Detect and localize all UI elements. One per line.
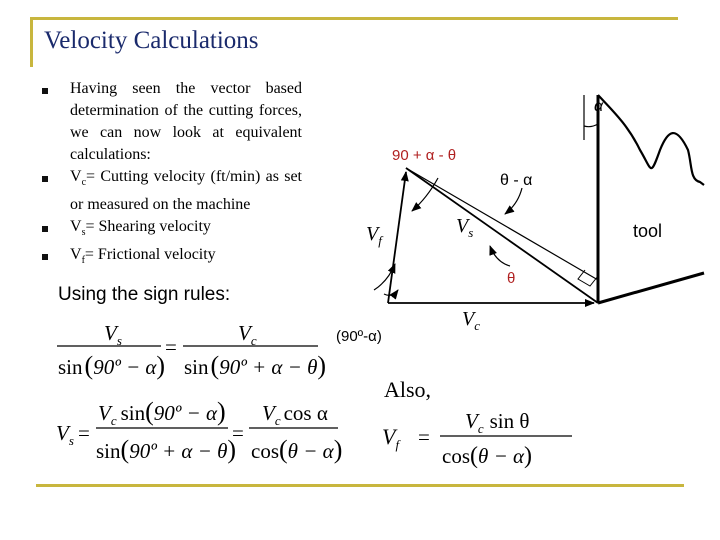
pointer-arrow-theta xyxy=(490,246,510,266)
slide-title: Velocity Calculations xyxy=(44,27,259,54)
vf-vector xyxy=(388,172,406,303)
symbol-vc: $V_c$ xyxy=(70,168,87,189)
eq1-den-right: sin(90º + α − θ) xyxy=(184,351,327,380)
sign-rules-label: Using the sign rules: xyxy=(58,284,231,305)
chip-outline xyxy=(598,95,704,185)
theta-label: θ xyxy=(507,270,516,287)
eq2-equals-2: = xyxy=(232,421,244,445)
symbol-vf: $V_f$ xyxy=(70,246,85,267)
pointer-arrow-bottom-2 xyxy=(384,290,398,295)
symbol-vs: $V_s$ xyxy=(70,218,86,239)
eq2-num-left: $V_c$ sin(90º − α) xyxy=(98,397,226,428)
bullet-text: = Frictional velocity xyxy=(84,246,216,264)
eq1-den-left: sin(90º − α) xyxy=(58,351,166,380)
also-label: Also, xyxy=(384,377,432,402)
vc-label: $V_c$ xyxy=(462,308,480,333)
tool-label: tool xyxy=(633,221,663,241)
alpha-arc xyxy=(584,124,598,127)
bullet-text: Having seen the vector based determination of the cutting forces, we can now look at equivalent calculations: xyxy=(70,80,302,163)
eq3-den: cos(θ − α) xyxy=(442,443,533,469)
equation-1 xyxy=(57,321,326,380)
equation-3 xyxy=(382,409,572,469)
eq3-lhs: $V_f$ xyxy=(382,424,400,452)
angle-label-theta-minus-alpha: θ - α xyxy=(500,172,533,189)
eq3-equals: = xyxy=(418,425,430,449)
angle-label-90-plus-alpha-minus-theta: 90 + α - θ xyxy=(392,147,457,164)
eq2-den-left: sin(90º + α − θ) xyxy=(96,435,237,464)
pointer-arrow-top-right xyxy=(505,188,522,214)
bullet-text: = Shearing velocity xyxy=(85,218,211,236)
alpha-label: α xyxy=(594,98,604,115)
bottom-angle-label: (90º-α) xyxy=(336,328,382,345)
tool-edge xyxy=(598,273,704,303)
equation-2 xyxy=(56,397,342,464)
eq2-den-right: cos(θ − α) xyxy=(251,435,343,464)
bullet-text: = Cutting velocity (ft/min) as set or measured on the machine xyxy=(70,168,302,214)
vs-label: $V_s$ xyxy=(456,215,474,240)
velocity-diagram xyxy=(336,95,704,345)
pointer-arrow-top-left xyxy=(412,178,438,211)
eq1-num-left: $V_s$ xyxy=(104,321,122,348)
eq2-lhs: $V_s$ xyxy=(56,421,74,448)
eq1-equals: = xyxy=(165,335,177,359)
eq2-equals-1: = xyxy=(78,421,90,445)
eq3-num: $V_c$ sin θ xyxy=(465,409,530,436)
eq2-num-right: $V_c$ cos α xyxy=(262,401,328,428)
eq1-num-right: $V_c$ xyxy=(238,321,257,348)
vf-label: $V_f$ xyxy=(366,223,382,248)
